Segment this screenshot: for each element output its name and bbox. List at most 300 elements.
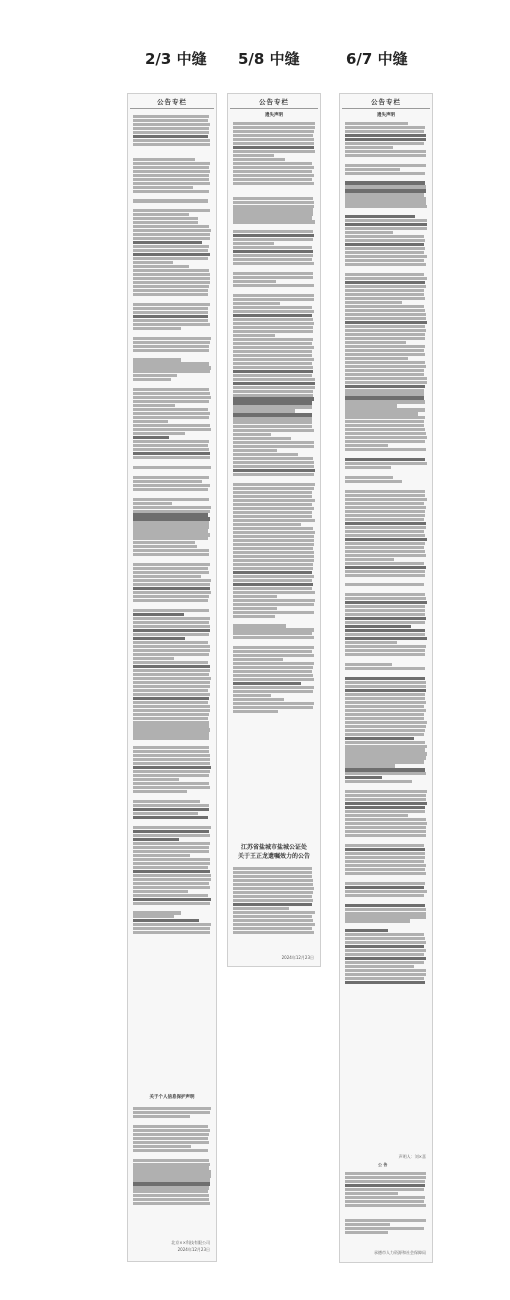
text-line — [345, 681, 426, 684]
text-line — [345, 566, 426, 569]
text-line — [233, 519, 315, 522]
text-line — [233, 678, 314, 681]
text-line — [133, 838, 179, 841]
text-line — [233, 931, 314, 934]
text-line — [133, 902, 210, 905]
text-line — [133, 579, 211, 582]
text-line — [345, 593, 425, 596]
text-line — [133, 567, 208, 570]
paragraph-gap — [233, 619, 315, 624]
text-line — [345, 772, 426, 775]
text-line — [345, 1172, 426, 1175]
text-line — [233, 575, 314, 578]
text-line — [345, 583, 424, 586]
text-line — [133, 617, 210, 620]
text-line — [233, 867, 312, 870]
text-line — [233, 182, 314, 185]
text-line — [133, 874, 211, 877]
text-line — [345, 510, 425, 513]
text-line — [133, 190, 209, 193]
column-header: 公告专栏 — [230, 94, 318, 109]
text-line — [233, 212, 313, 215]
text-line — [233, 875, 312, 878]
text-line — [233, 535, 314, 538]
text-line — [345, 285, 426, 288]
text-line — [233, 527, 313, 530]
text-line — [345, 168, 400, 171]
paragraph-gap — [133, 460, 211, 465]
text-line — [133, 362, 209, 365]
text-line — [133, 1198, 209, 1201]
text-line — [345, 677, 425, 680]
text-line — [133, 123, 210, 126]
text-line — [345, 281, 425, 284]
text-line — [133, 657, 174, 660]
text-line — [233, 382, 315, 385]
text-line — [345, 349, 424, 352]
text-line — [133, 396, 211, 399]
text-line — [133, 850, 209, 853]
text-line — [233, 158, 285, 161]
text-line — [133, 408, 208, 411]
text-line — [345, 848, 425, 851]
text-line — [133, 358, 181, 361]
text-line — [345, 764, 395, 767]
text-line — [345, 705, 424, 708]
text-line — [345, 562, 424, 565]
text-line — [133, 162, 210, 165]
text-line — [345, 633, 425, 636]
text-line — [233, 216, 312, 219]
text-line — [233, 425, 312, 428]
text-line — [233, 919, 313, 922]
text-line — [133, 506, 211, 509]
text-line — [345, 458, 425, 461]
text-line — [133, 1178, 210, 1181]
text-line — [233, 322, 314, 325]
text-line — [345, 329, 426, 332]
text-line — [345, 760, 424, 763]
text-line — [233, 409, 295, 412]
text-line — [133, 289, 208, 292]
text-line — [233, 421, 312, 424]
paragraph-gap — [345, 1213, 427, 1218]
text-line — [133, 762, 210, 765]
text-line — [345, 193, 424, 196]
text-line — [233, 503, 312, 506]
column-header: 公告专栏 — [130, 94, 214, 109]
text-line — [233, 686, 314, 689]
text-line — [233, 401, 312, 404]
notice-column-2-3 — [127, 93, 217, 1262]
text-line — [233, 702, 314, 705]
text-line — [133, 886, 210, 889]
footer-date: 2024年12月23日 — [281, 955, 314, 960]
text-line — [345, 961, 424, 964]
text-line — [133, 583, 210, 586]
text-line — [345, 830, 426, 833]
text-line — [133, 816, 208, 819]
text-line — [233, 205, 314, 208]
text-line — [133, 854, 190, 857]
text-line — [233, 246, 312, 249]
text-line — [345, 752, 427, 755]
paragraph-gap — [345, 657, 427, 662]
text-line — [233, 907, 289, 910]
text-line — [233, 523, 301, 526]
text-line — [345, 558, 394, 561]
text-line — [345, 392, 424, 395]
text-line — [345, 293, 424, 296]
text-line — [133, 525, 209, 528]
text-line — [345, 733, 424, 736]
text-line — [133, 170, 210, 173]
text-line — [233, 122, 315, 125]
text-line — [233, 469, 315, 472]
text-line — [133, 770, 210, 773]
text-line — [345, 522, 426, 525]
text-line — [345, 185, 426, 188]
text-line — [233, 197, 313, 200]
text-line — [345, 305, 424, 308]
text-line — [233, 891, 313, 894]
text-line — [233, 394, 313, 397]
text-line — [233, 887, 314, 890]
column-label-6-7: 6/7 中缝 — [346, 50, 408, 68]
paragraph-gap — [133, 492, 211, 497]
text-line — [345, 713, 424, 716]
text-line — [133, 484, 210, 487]
text-line — [133, 209, 210, 212]
text-line — [133, 436, 169, 439]
text-line — [345, 126, 425, 129]
text-line — [133, 285, 209, 288]
text-line — [345, 933, 424, 936]
paragraph-gap — [345, 267, 427, 272]
text-line — [133, 890, 188, 893]
text-line — [133, 653, 209, 656]
text-line — [345, 806, 425, 809]
text-line — [345, 396, 424, 399]
text-line — [345, 436, 427, 439]
text-line — [345, 756, 426, 759]
text-line — [233, 334, 275, 337]
text-line — [233, 487, 314, 490]
footer-org: 北京××科技有限公司 — [171, 1240, 210, 1245]
text-line — [345, 223, 427, 226]
text-line — [133, 571, 209, 574]
text-line — [133, 311, 208, 314]
text-line — [345, 444, 388, 447]
text-line — [345, 263, 426, 266]
text-line — [133, 521, 209, 524]
text-line — [233, 515, 312, 518]
text-line — [233, 595, 277, 598]
text-line — [233, 294, 314, 297]
text-line — [345, 574, 425, 577]
text-line — [133, 812, 198, 815]
text-line — [133, 862, 210, 865]
paragraph-gap — [133, 470, 211, 475]
text-line — [133, 307, 208, 310]
text-line — [345, 408, 425, 411]
footer-org: 承德市人力资源和社会保障局 — [374, 1250, 426, 1255]
text-line — [345, 164, 426, 167]
text-line — [233, 499, 315, 502]
text-line — [345, 247, 425, 250]
text-line — [133, 898, 211, 901]
text-line — [233, 254, 313, 257]
text-line — [233, 310, 314, 313]
text-line — [133, 245, 209, 248]
text-line — [345, 814, 408, 817]
text-line — [133, 257, 208, 260]
text-line — [233, 583, 313, 586]
text-line — [133, 1159, 209, 1162]
text-line — [133, 444, 208, 447]
text-line — [233, 370, 313, 373]
text-line — [233, 483, 315, 486]
text-line — [133, 404, 175, 407]
text-line — [133, 717, 208, 720]
text-line — [133, 412, 210, 415]
text-line — [233, 166, 314, 169]
text-line — [345, 965, 414, 968]
text-line — [345, 1192, 398, 1195]
footer-date: 2024年12月23日 — [177, 1247, 210, 1252]
text-line — [233, 666, 313, 669]
text-line — [233, 915, 312, 918]
text-line — [233, 543, 314, 546]
paragraph-gap — [345, 838, 427, 843]
text-line — [133, 599, 208, 602]
text-line — [133, 178, 209, 181]
text-line — [345, 949, 426, 952]
text-line — [133, 1133, 209, 1136]
notice-big-title-1: 江苏省盐城市盐城公证处 — [240, 844, 307, 851]
paragraph-gap — [345, 158, 427, 163]
text-line — [345, 466, 391, 469]
text-line — [233, 567, 313, 570]
text-line — [345, 953, 424, 956]
text-line — [233, 927, 312, 930]
column-header: 公告专栏 — [342, 94, 430, 109]
text-line — [133, 774, 209, 777]
text-line — [133, 269, 209, 272]
text-line — [133, 645, 210, 648]
text-line — [133, 440, 209, 443]
text-line — [345, 729, 425, 732]
text-line — [345, 243, 424, 246]
text-line — [345, 146, 393, 149]
text-line — [233, 314, 312, 317]
text-line — [345, 432, 426, 435]
text-line — [233, 280, 276, 283]
text-line — [133, 846, 209, 849]
text-line — [345, 1231, 388, 1234]
text-line — [345, 345, 425, 348]
text-line — [233, 903, 312, 906]
text-line — [345, 649, 425, 652]
text-line — [233, 437, 291, 440]
text-line — [133, 800, 200, 803]
text-line — [345, 957, 426, 960]
text-line — [233, 146, 314, 149]
text-line — [345, 621, 425, 624]
text-line — [133, 766, 211, 769]
text-line — [133, 229, 211, 232]
text-line — [345, 130, 424, 133]
text-line — [345, 794, 426, 797]
text-line — [133, 420, 168, 423]
paragraph-gap — [133, 557, 211, 562]
paragraph-gap — [133, 152, 211, 157]
text-line — [133, 416, 209, 419]
text-line — [233, 674, 313, 677]
section-title: 遗失声明 — [377, 113, 395, 118]
text-line — [345, 480, 402, 483]
text-line — [133, 587, 210, 590]
text-line — [233, 126, 315, 129]
text-line — [133, 213, 189, 216]
text-line — [345, 448, 426, 451]
text-line — [233, 142, 314, 145]
text-line — [133, 693, 210, 696]
text-line — [133, 882, 209, 885]
text-line — [233, 276, 313, 279]
text-line — [345, 645, 426, 648]
text-line — [345, 498, 427, 501]
text-line — [133, 253, 210, 256]
text-line — [345, 420, 424, 423]
text-line — [345, 721, 427, 724]
text-line — [345, 235, 424, 238]
text-line — [345, 818, 426, 821]
text-line — [345, 641, 397, 644]
text-line — [233, 603, 314, 606]
text-line — [233, 495, 312, 498]
text-line — [233, 923, 315, 926]
text-line — [345, 122, 408, 125]
text-line — [345, 337, 425, 340]
text-line — [133, 1107, 211, 1110]
text-line — [345, 969, 426, 972]
text-line — [233, 405, 312, 408]
text-line — [345, 219, 427, 222]
text-line — [345, 802, 427, 805]
text-line — [133, 870, 210, 873]
text-line — [133, 1111, 210, 1114]
text-line — [345, 530, 424, 533]
paragraph-gap — [233, 266, 315, 271]
text-line — [233, 571, 312, 574]
text-line — [345, 1180, 425, 1183]
text-line — [345, 852, 425, 855]
text-line — [233, 262, 314, 265]
text-line — [345, 416, 425, 419]
text-line — [345, 333, 425, 336]
text-line — [233, 390, 313, 393]
text-line — [133, 728, 210, 731]
text-line — [133, 621, 209, 624]
text-line — [233, 547, 313, 550]
text-line — [345, 365, 426, 368]
text-line — [133, 629, 210, 632]
text-line — [233, 457, 313, 460]
text-line — [133, 1202, 210, 1205]
text-line — [345, 440, 425, 443]
text-line — [345, 737, 414, 740]
paragraph-gap — [345, 176, 427, 181]
section-title: 遗失声明 — [265, 113, 283, 118]
notice-title: 关于个人信息保护声明 — [149, 1095, 195, 1100]
text-line — [133, 808, 209, 811]
text-line — [133, 553, 209, 556]
text-line — [233, 632, 312, 635]
text-line — [233, 258, 312, 261]
text-line — [133, 736, 209, 739]
text-line — [345, 667, 425, 670]
text-line — [345, 462, 427, 465]
text-line — [133, 705, 210, 708]
text-line — [345, 201, 426, 204]
text-line — [133, 349, 209, 352]
text-line — [345, 381, 427, 384]
text-line — [133, 1174, 211, 1177]
text-line — [133, 166, 209, 169]
text-line — [133, 327, 181, 330]
text-line — [133, 701, 208, 704]
text-line — [345, 826, 426, 829]
text-line — [133, 633, 209, 636]
text-line — [133, 452, 210, 455]
text-line — [233, 911, 315, 914]
text-line — [233, 555, 314, 558]
text-line — [133, 428, 211, 431]
text-line — [345, 518, 424, 521]
text-line — [345, 915, 426, 918]
text-line — [233, 174, 314, 177]
text-line — [233, 899, 313, 902]
paragraph-gap — [133, 1119, 211, 1124]
text-line — [133, 388, 209, 391]
paragraph-gap — [345, 671, 427, 676]
text-line — [233, 559, 314, 562]
text-line — [345, 745, 427, 748]
text-line — [133, 182, 210, 185]
text-line — [133, 119, 208, 122]
text-line — [233, 330, 313, 333]
text-line — [133, 709, 210, 712]
text-line — [133, 517, 210, 520]
text-line — [345, 717, 424, 720]
paragraph-gap — [133, 203, 211, 208]
text-line — [345, 872, 426, 875]
text-line — [345, 154, 426, 157]
text-line — [345, 273, 424, 276]
text-line — [233, 326, 313, 329]
paragraph-gap — [233, 191, 315, 196]
text-line — [133, 261, 173, 264]
text-line — [345, 625, 411, 628]
text-line — [345, 1176, 426, 1179]
text-line — [133, 529, 208, 532]
text-line — [345, 798, 426, 801]
text-line — [133, 923, 211, 926]
text-line — [233, 650, 312, 653]
text-line — [345, 369, 424, 372]
text-line — [345, 309, 425, 312]
